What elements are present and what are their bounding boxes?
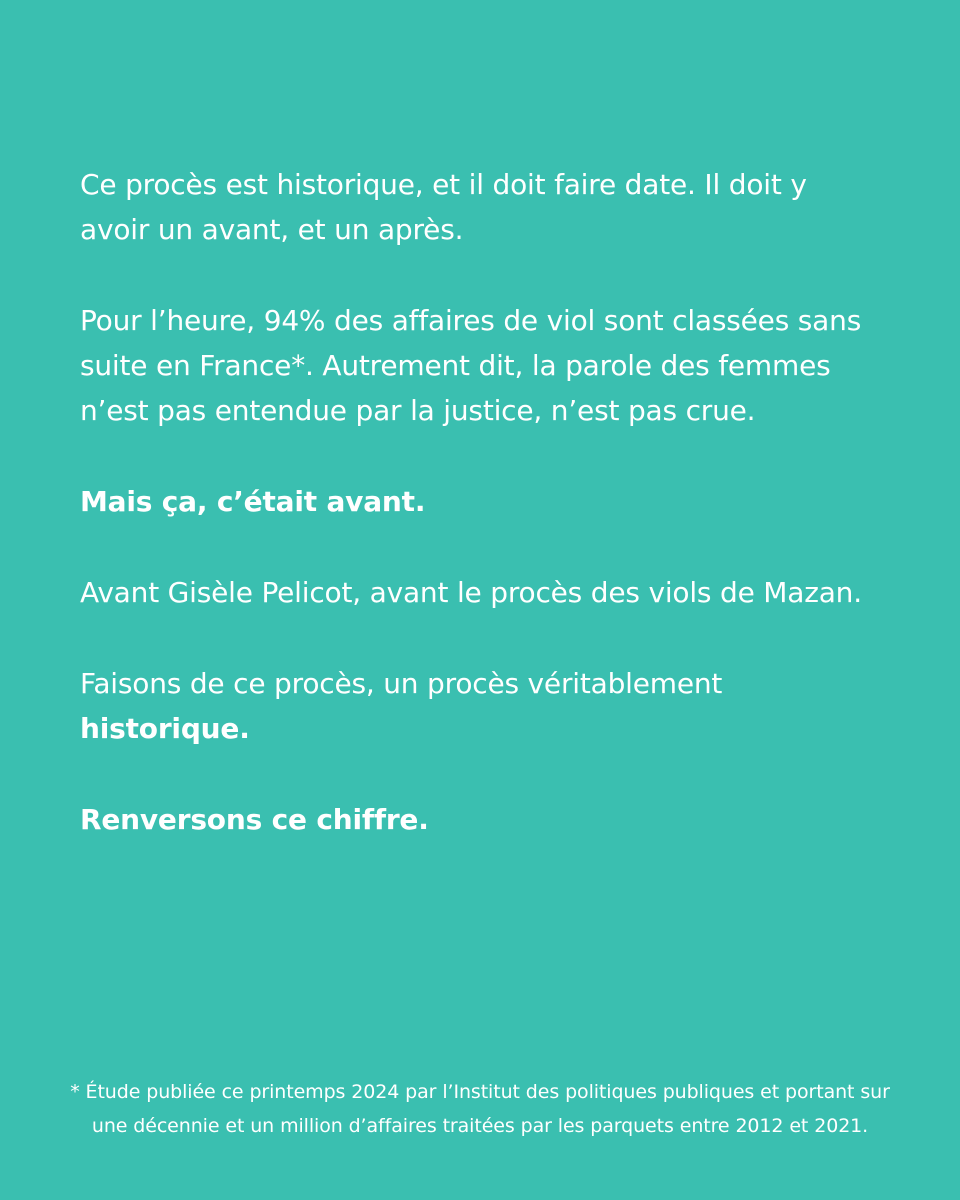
paragraph-make-historic-text: Faisons de ce procès, un procès véritablement bbox=[80, 667, 723, 700]
paragraph-statistic: Pour l’heure, 94% des affaires de viol sont classées sans suite en France*. Autrement dit, la parole des femmes n’est pas entendue par la justice, n’est pas crue. bbox=[80, 304, 862, 427]
paragraph-make-historic-emphasis: historique. bbox=[80, 712, 250, 745]
paragraph-reverse-figure: Renversons ce chiffre. bbox=[80, 803, 429, 836]
main-text bbox=[80, 162, 880, 888]
paragraph-pelicot: Avant Gisèle Pelicot, avant le procès des viols de Mazan. bbox=[80, 576, 862, 609]
paragraph-before: Mais ça, c’était avant. bbox=[80, 485, 426, 518]
paragraph-historic-trial: Ce procès est historique, et il doit faire date. Il doit y avoir un avant, et un après. bbox=[80, 168, 807, 246]
footnote: * Étude publiée ce printemps 2024 par l’Institut des politiques publiques et portant sur une décennie et un million d’affaires traitées par les parquets entre 2012 et 2021. bbox=[70, 1081, 890, 1137]
paragraph-make-historic bbox=[80, 661, 880, 751]
